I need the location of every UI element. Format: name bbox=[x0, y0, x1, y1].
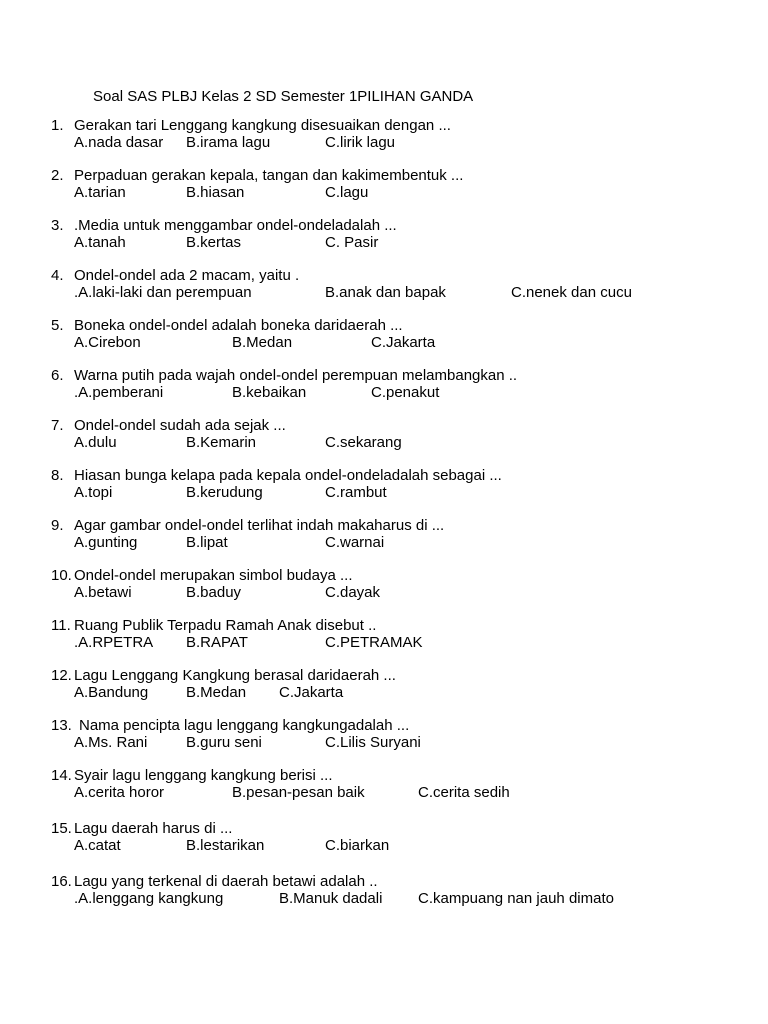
question-11 bbox=[0, 617, 768, 653]
option-a: A.dulu bbox=[74, 434, 117, 451]
question-text: Perpaduan gerakan kepala, tangan dan kakimembentuk ... bbox=[74, 167, 464, 184]
question-13 bbox=[0, 717, 768, 753]
question-text: Ruang Publik Terpadu Ramah Anak disebut .. bbox=[74, 617, 377, 634]
option-c: C.rambut bbox=[325, 484, 387, 501]
option-b: B.irama lagu bbox=[186, 134, 271, 151]
option-c: C.kampuang nan jauh dimato bbox=[418, 890, 614, 907]
option-b: B.kertas bbox=[186, 234, 242, 251]
option-c: C.warnai bbox=[325, 534, 385, 551]
option-a: A.betawi bbox=[74, 584, 132, 601]
option-b: B.Manuk dadali bbox=[279, 890, 383, 907]
question-number: 8. bbox=[51, 467, 64, 484]
question-number: 13. bbox=[51, 717, 72, 734]
question-text: Syair lagu lenggang kangkung berisi ... bbox=[74, 767, 333, 784]
question-number: 12. bbox=[51, 667, 72, 684]
question-number: 1. bbox=[51, 117, 64, 134]
option-c: C.nenek dan cucu bbox=[511, 284, 632, 301]
option-b: B.anak dan bapak bbox=[325, 284, 446, 301]
option-c: C.biarkan bbox=[325, 837, 390, 854]
question-text: Hiasan bunga kelapa pada kepala ondel-ondeladalah sebagai ... bbox=[74, 467, 502, 484]
question-number: 7. bbox=[51, 417, 64, 434]
option-c: C.dayak bbox=[325, 584, 381, 601]
option-a: A.tarian bbox=[74, 184, 126, 201]
option-a: A.tanah bbox=[74, 234, 126, 251]
question-12 bbox=[0, 667, 768, 703]
option-a: .A.lenggang kangkung bbox=[74, 890, 224, 907]
question-text: Boneka ondel-ondel adalah boneka daridaerah ... bbox=[74, 317, 403, 334]
question-7 bbox=[0, 417, 768, 453]
question-16 bbox=[0, 873, 768, 909]
question-15 bbox=[0, 820, 768, 856]
question-number: 3. bbox=[51, 217, 64, 234]
question-3 bbox=[0, 217, 768, 253]
question-text: Lagu yang terkenal di daerah betawi adalah .. bbox=[74, 873, 378, 890]
option-a: A.gunting bbox=[74, 534, 138, 551]
question-number: 2. bbox=[51, 167, 64, 184]
option-c: C.Lilis Suryani bbox=[325, 734, 421, 751]
option-b: B.Kemarin bbox=[186, 434, 257, 451]
question-number: 16. bbox=[51, 873, 72, 890]
option-c: C. Pasir bbox=[325, 234, 379, 251]
question-text: Ondel-ondel sudah ada sejak ... bbox=[74, 417, 286, 434]
option-a: A.topi bbox=[74, 484, 113, 501]
option-a: .A.pemberani bbox=[74, 384, 164, 401]
option-a: A.nada dasar bbox=[74, 134, 164, 151]
question-text: Ondel-ondel merupakan simbol budaya ... bbox=[74, 567, 353, 584]
option-b: B.Medan bbox=[186, 684, 247, 701]
option-b: B.baduy bbox=[186, 584, 242, 601]
question-5 bbox=[0, 317, 768, 353]
question-number: 11. bbox=[51, 617, 71, 634]
option-c: C.PETRAMAK bbox=[325, 634, 423, 651]
question-4 bbox=[0, 267, 768, 303]
question-number: 15. bbox=[51, 820, 72, 837]
option-c: C.lirik lagu bbox=[325, 134, 396, 151]
option-a: A.Cirebon bbox=[74, 334, 141, 351]
question-1 bbox=[0, 117, 768, 153]
question-10 bbox=[0, 567, 768, 603]
option-a: A.Bandung bbox=[74, 684, 149, 701]
option-c: C.lagu bbox=[325, 184, 369, 201]
question-number: 9. bbox=[51, 517, 64, 534]
question-6 bbox=[0, 367, 768, 403]
option-a: A.Ms. Rani bbox=[74, 734, 148, 751]
option-b: B.Medan bbox=[232, 334, 293, 351]
question-number: 6. bbox=[51, 367, 64, 384]
question-text: Ondel-ondel ada 2 macam, yaitu . bbox=[74, 267, 300, 284]
option-c: C.Jakarta bbox=[279, 684, 344, 701]
question-text: Agar gambar ondel-ondel terlihat indah makaharus di ... bbox=[74, 517, 445, 534]
option-c: C.sekarang bbox=[325, 434, 402, 451]
question-text: Nama pencipta lagu lenggang kangkungadalah ... bbox=[79, 717, 410, 734]
option-a: A.catat bbox=[74, 837, 121, 854]
question-text: .Media untuk menggambar ondel-ondeladalah ... bbox=[74, 217, 397, 234]
option-b: B.RAPAT bbox=[186, 634, 248, 651]
question-text: Lagu Lenggang Kangkung berasal daridaerah ... bbox=[74, 667, 396, 684]
document-title: Soal SAS PLBJ Kelas 2 SD Semester 1PILIHAN GANDA bbox=[93, 88, 474, 105]
option-b: B.lipat bbox=[186, 534, 228, 551]
question-text: Gerakan tari Lenggang kangkung disesuaikan dengan ... bbox=[74, 117, 451, 134]
option-b: B.hiasan bbox=[186, 184, 245, 201]
option-c: C.cerita sedih bbox=[418, 784, 510, 801]
option-a: A.cerita horor bbox=[74, 784, 165, 801]
option-b: B.lestarikan bbox=[186, 837, 265, 854]
question-9 bbox=[0, 517, 768, 553]
option-c: C.penakut bbox=[371, 384, 440, 401]
option-b: B.kerudung bbox=[186, 484, 263, 501]
question-2 bbox=[0, 167, 768, 203]
question-number: 14. bbox=[51, 767, 72, 784]
question-text: Lagu daerah harus di ... bbox=[74, 820, 233, 837]
option-b: B.guru seni bbox=[186, 734, 262, 751]
option-c: C.Jakarta bbox=[371, 334, 436, 351]
option-b: B.kebaikan bbox=[232, 384, 307, 401]
option-a: .A.laki-laki dan perempuan bbox=[74, 284, 252, 301]
option-a: .A.RPETRA bbox=[74, 634, 154, 651]
question-number: 5. bbox=[51, 317, 64, 334]
question-8 bbox=[0, 467, 768, 503]
option-b: B.pesan-pesan baik bbox=[232, 784, 365, 801]
question-text: Warna putih pada wajah ondel-ondel perempuan melambangkan .. bbox=[74, 367, 518, 384]
question-14 bbox=[0, 767, 768, 803]
question-number: 4. bbox=[51, 267, 64, 284]
question-number: 10. bbox=[51, 567, 72, 584]
